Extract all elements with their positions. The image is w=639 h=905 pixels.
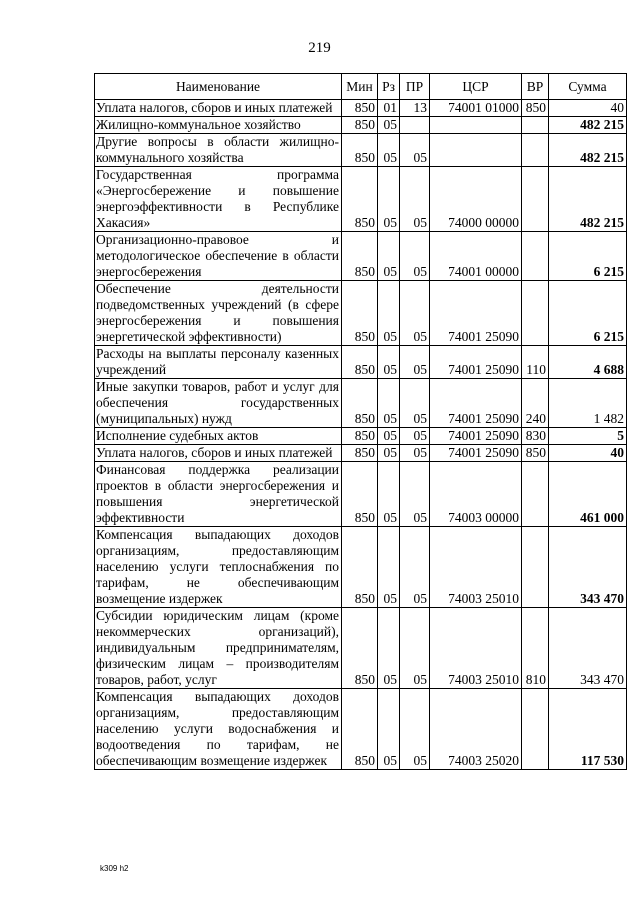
cell-vr: 810 bbox=[522, 608, 549, 689]
table-row bbox=[95, 100, 627, 117]
cell-csr: 74001 25090 bbox=[430, 379, 522, 428]
table-row bbox=[95, 428, 627, 445]
cell-name: Уплата налогов, сборов и иных платежей bbox=[95, 445, 342, 462]
cell-pr: 05 bbox=[400, 428, 430, 445]
cell-name: Расходы на выплаты персоналу казенных учреждений bbox=[95, 346, 342, 379]
table-row bbox=[95, 134, 627, 167]
cell-pr: 05 bbox=[400, 445, 430, 462]
table-header-row bbox=[95, 74, 627, 100]
cell-sum: 117 530 bbox=[549, 689, 627, 770]
cell-csr: 74001 25090 bbox=[430, 445, 522, 462]
cell-csr: 74001 25090 bbox=[430, 428, 522, 445]
cell-name: Уплата налогов, сборов и иных платежей bbox=[95, 100, 342, 117]
cell-sum: 4 688 bbox=[549, 346, 627, 379]
table-row bbox=[95, 462, 627, 527]
cell-vr: 850 bbox=[522, 445, 549, 462]
cell-min: 850 bbox=[342, 281, 378, 346]
cell-sum: 6 215 bbox=[549, 281, 627, 346]
cell-name: Организационно-правовое и методологическое обеспечение в области энергосбережения bbox=[95, 232, 342, 281]
table-row bbox=[95, 527, 627, 608]
cell-pr: 05 bbox=[400, 608, 430, 689]
cell-name: Иные закупки товаров, работ и услуг для обеспечения государственных (муниципальных) нужд bbox=[95, 379, 342, 428]
cell-min: 850 bbox=[342, 346, 378, 379]
cell-pr: 05 bbox=[400, 462, 430, 527]
header-vr: ВР bbox=[522, 74, 549, 100]
table-row bbox=[95, 608, 627, 689]
cell-rz: 05 bbox=[378, 379, 400, 428]
header-pr: ПР bbox=[400, 74, 430, 100]
cell-rz: 05 bbox=[378, 445, 400, 462]
cell-rz: 05 bbox=[378, 281, 400, 346]
cell-min: 850 bbox=[342, 428, 378, 445]
cell-name: Финансовая поддержка реализации проектов в области энергосбережения и повышения энергетической эффективности bbox=[95, 462, 342, 527]
cell-vr bbox=[522, 527, 549, 608]
cell-min: 850 bbox=[342, 527, 378, 608]
cell-rz: 01 bbox=[378, 100, 400, 117]
cell-sum: 482 215 bbox=[549, 167, 627, 232]
cell-rz: 05 bbox=[378, 608, 400, 689]
cell-csr: 74000 00000 bbox=[430, 167, 522, 232]
cell-rz: 05 bbox=[378, 689, 400, 770]
table-row bbox=[95, 167, 627, 232]
table-row bbox=[95, 232, 627, 281]
cell-vr bbox=[522, 232, 549, 281]
cell-rz: 05 bbox=[378, 232, 400, 281]
cell-min: 850 bbox=[342, 608, 378, 689]
cell-name: Жилищно-коммунальное хозяйство bbox=[95, 117, 342, 134]
cell-vr: 850 bbox=[522, 100, 549, 117]
cell-vr bbox=[522, 689, 549, 770]
cell-csr: 74003 25020 bbox=[430, 689, 522, 770]
cell-name: Компенсация выпадающих доходов организациям, предоставляющим населению услуги водоснабжения и водоотведения по тарифам, не обеспечивающим возмещение издержек bbox=[95, 689, 342, 770]
table-row bbox=[95, 379, 627, 428]
cell-csr: 74001 00000 bbox=[430, 232, 522, 281]
cell-vr: 110 bbox=[522, 346, 549, 379]
table-row bbox=[95, 117, 627, 134]
cell-rz: 05 bbox=[378, 428, 400, 445]
cell-rz: 05 bbox=[378, 167, 400, 232]
cell-pr: 05 bbox=[400, 232, 430, 281]
cell-name: Другие вопросы в области жилищно-коммунального хозяйства bbox=[95, 134, 342, 167]
header-sum: Сумма bbox=[549, 74, 627, 100]
cell-min: 850 bbox=[342, 167, 378, 232]
cell-min: 850 bbox=[342, 462, 378, 527]
cell-rz: 05 bbox=[378, 134, 400, 167]
cell-pr: 05 bbox=[400, 689, 430, 770]
cell-name: Компенсация выпадающих доходов организациям, предоставляющим населению услуги теплоснабжения по тарифам, не обеспечивающим возмещение издержек bbox=[95, 527, 342, 608]
cell-csr: 74003 00000 bbox=[430, 462, 522, 527]
cell-pr: 05 bbox=[400, 527, 430, 608]
cell-sum: 6 215 bbox=[549, 232, 627, 281]
cell-sum: 5 bbox=[549, 428, 627, 445]
cell-sum: 40 bbox=[549, 445, 627, 462]
table-row bbox=[95, 445, 627, 462]
cell-rz: 05 bbox=[378, 527, 400, 608]
cell-vr bbox=[522, 462, 549, 527]
cell-min: 850 bbox=[342, 117, 378, 134]
cell-sum: 1 482 bbox=[549, 379, 627, 428]
cell-pr: 05 bbox=[400, 281, 430, 346]
budget-table bbox=[94, 73, 627, 770]
cell-vr: 830 bbox=[522, 428, 549, 445]
cell-pr: 05 bbox=[400, 134, 430, 167]
table-row bbox=[95, 281, 627, 346]
cell-pr: 13 bbox=[400, 100, 430, 117]
cell-csr: 74003 25010 bbox=[430, 527, 522, 608]
cell-min: 850 bbox=[342, 445, 378, 462]
cell-name: Исполнение судебных актов bbox=[95, 428, 342, 445]
header-rz: Рз bbox=[378, 74, 400, 100]
cell-pr bbox=[400, 117, 430, 134]
cell-vr bbox=[522, 281, 549, 346]
cell-name: Государственная программа «Энергосбережение и повышение энергоэффективности в Республике Хакасия» bbox=[95, 167, 342, 232]
cell-sum: 343 470 bbox=[549, 608, 627, 689]
cell-min: 850 bbox=[342, 134, 378, 167]
cell-rz: 05 bbox=[378, 117, 400, 134]
cell-pr: 05 bbox=[400, 379, 430, 428]
cell-pr: 05 bbox=[400, 167, 430, 232]
cell-min: 850 bbox=[342, 232, 378, 281]
cell-sum: 461 000 bbox=[549, 462, 627, 527]
cell-rz: 05 bbox=[378, 346, 400, 379]
cell-csr bbox=[430, 117, 522, 134]
cell-csr bbox=[430, 134, 522, 167]
cell-vr bbox=[522, 117, 549, 134]
cell-min: 850 bbox=[342, 689, 378, 770]
cell-rz: 05 bbox=[378, 462, 400, 527]
cell-csr: 74001 25090 bbox=[430, 346, 522, 379]
cell-name: Обеспечение деятельности подведомственных учреждений (в сфере энергосбережения и повышения энергетической эффективности) bbox=[95, 281, 342, 346]
header-min: Мин bbox=[342, 74, 378, 100]
header-name: Наименование bbox=[95, 74, 342, 100]
cell-pr: 05 bbox=[400, 346, 430, 379]
cell-vr bbox=[522, 167, 549, 232]
cell-vr bbox=[522, 134, 549, 167]
cell-sum: 482 215 bbox=[549, 134, 627, 167]
header-csr: ЦСР bbox=[430, 74, 522, 100]
cell-vr: 240 bbox=[522, 379, 549, 428]
cell-sum: 40 bbox=[549, 100, 627, 117]
cell-sum: 343 470 bbox=[549, 527, 627, 608]
cell-csr: 74001 25090 bbox=[430, 281, 522, 346]
table-row bbox=[95, 689, 627, 770]
cell-sum: 482 215 bbox=[549, 117, 627, 134]
table-row bbox=[95, 346, 627, 379]
cell-csr: 74001 01000 bbox=[430, 100, 522, 117]
cell-name: Субсидии юридическим лицам (кроме некоммерческих организаций), индивидуальным предпринимателям, физическим лицам – производителям товаров, работ, услуг bbox=[95, 608, 342, 689]
cell-min: 850 bbox=[342, 379, 378, 428]
table-body bbox=[95, 100, 627, 770]
cell-csr: 74003 25010 bbox=[430, 608, 522, 689]
cell-min: 850 bbox=[342, 100, 378, 117]
footer-code: k309 h2 bbox=[100, 864, 129, 873]
page-number: 219 bbox=[308, 40, 331, 56]
